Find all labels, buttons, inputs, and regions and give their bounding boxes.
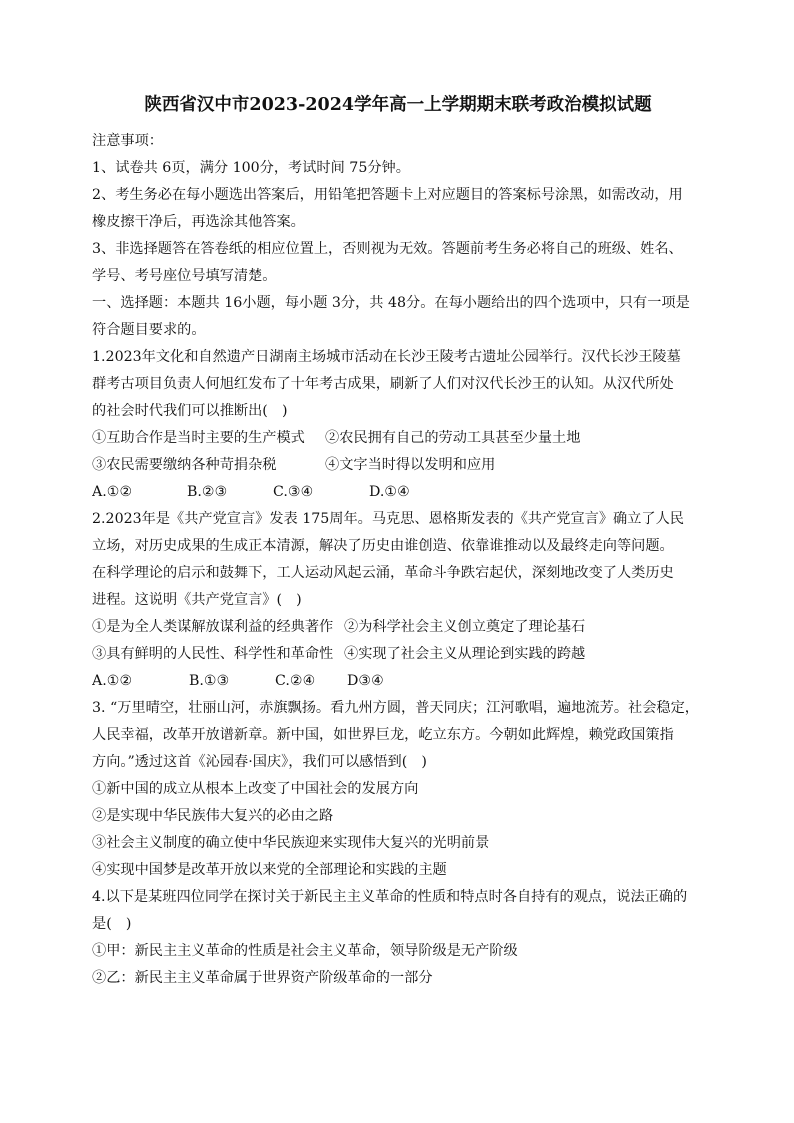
statement-2: ②农民拥有自己的劳动工具甚至少量土地 [325,430,581,446]
statement-4: ④实现了社会主义从理论到实践的跨越 [344,646,586,662]
option-a[interactable]: A.①② [92,673,133,689]
notice-item: 橡皮擦干净后，再选涂其他答案。 [92,214,305,230]
answer-options [92,668,704,695]
question-3 [92,695,704,884]
statement-3: ③社会主义制度的确立使中华民族迎来实现伟大复兴的光明前景 [92,835,490,851]
question-1 [92,344,704,506]
statement-2: ②是实现中华民族伟大复兴的必由之路 [92,808,334,824]
question-text: 1.2023年文化和自然遗产日湖南主场城市活动在长沙王陵考古遗址公园举行。汉代长沙王陵墓 [92,349,681,365]
statement-1: ①是为全人类谋解放谋利益的经典著作 [92,619,334,635]
notice-item: 1、试卷共 6页，满分 100分，考试时间 75分钟。 [92,160,410,176]
statement-3: ③具有鲜明的人民性、科学性和革命性 [92,646,334,662]
option-b[interactable]: B.②③ [187,484,228,500]
statement-4: ④文字当时得以发明和应用 [325,457,496,473]
statement-row [92,425,704,452]
statement-3: ③农民需要缴纳各种苛捐杂税 [92,457,277,473]
question-text: 在科学理论的启示和鼓舞下，工人运动风起云涌，革命斗争跌宕起伏，深刻地改变了人类历史 [92,565,674,581]
statement-row [92,641,704,668]
notice-item: 学号、考号座位号填写清楚。 [92,268,277,284]
statement-1: ①新中国的成立从根本上改变了中国社会的发展方向 [92,781,419,797]
statement-row [92,614,704,641]
question-text: 群考古项目负责人何旭红发布了十年考古成果，刷新了人们对汉代长沙王的认知。从汉代所处 [92,376,674,392]
statement-2: ②为科学社会主义创立奠定了理论基石 [344,619,586,635]
option-d[interactable]: D③④ [347,673,384,689]
question-text: 3. “万里晴空，壮丽山河，赤旗飘扬。看九州方圆，普天同庆；江河歌唱，遍地流芳。社会稳定， [92,700,699,716]
statement-1: ①互助合作是当时主要的生产模式 [92,430,305,446]
answer-options [92,479,704,506]
notice-item: 2、考生务必在每小题选出答案后，用铅笔把答题卡上对应题目的答案标号涂黑，如需改动，用 [92,187,683,203]
notice-heading: 注意事项： [92,133,163,149]
section-heading: 一、选择题：本题共 16小题，每小题 3分，共 48分。在每小题给出的四个选项中，只有一项是 [92,295,690,311]
question-text: 立场，对历史成果的生成正本清源，解决了历史由谁创造、依靠谁推动以及最终走向等问题。 [92,538,674,554]
section-heading-cont: 符合题目要求的。 [92,322,206,338]
page-title: 陕西省汉中市2023-2024学年高一上学期期末联考政治模拟试题 [144,95,652,115]
option-c[interactable]: C.③④ [273,484,314,500]
question-text: 2.2023年是《共产党宣言》发表 175周年。马克思、恩格斯发表的《共产党宣言》确立了人民 [92,511,684,527]
statement-2: ②乙：新民主主义革命属于世界资产阶级革命的一部分 [92,970,433,986]
question-4 [92,884,704,992]
option-d[interactable]: D.①④ [369,484,410,500]
question-text: 的社会时代我们可以推断出( ) [92,403,288,419]
question-text: 是( ) [92,916,132,932]
question-text: 进程。这说明《共产党宣言》( ) [92,592,302,608]
statement-4: ④实现中国梦是改革开放以来党的全部理论和实践的主题 [92,862,447,878]
notice-item: 3、非选择题答在答卷纸的相应位置上，否则视为无效。答题前考生务必将自己的班级、姓名、 [92,241,683,257]
statement-1: ①甲：新民主主义革命的性质是社会主义革命，领导阶级是无产阶级 [92,943,518,959]
question-text: 方向。”透过这首《沁园春·国庆》，我们可以感悟到( ) [92,754,427,770]
option-c[interactable]: C.②④ [275,673,316,689]
option-b[interactable]: B.①③ [189,673,230,689]
statement-row [92,452,704,479]
question-text: 4.以下是某班四位同学在探讨关于新民主主义革命的性质和特点时各自持有的观点，说法正确的 [92,889,688,905]
exam-page [92,92,704,992]
question-text: 人民幸福，改革开放谱新章。新中国，如世界巨龙，屹立东方。今朝如此辉煌，赖党政国策指 [92,727,674,743]
option-a[interactable]: A.①② [92,484,133,500]
question-2 [92,506,704,695]
